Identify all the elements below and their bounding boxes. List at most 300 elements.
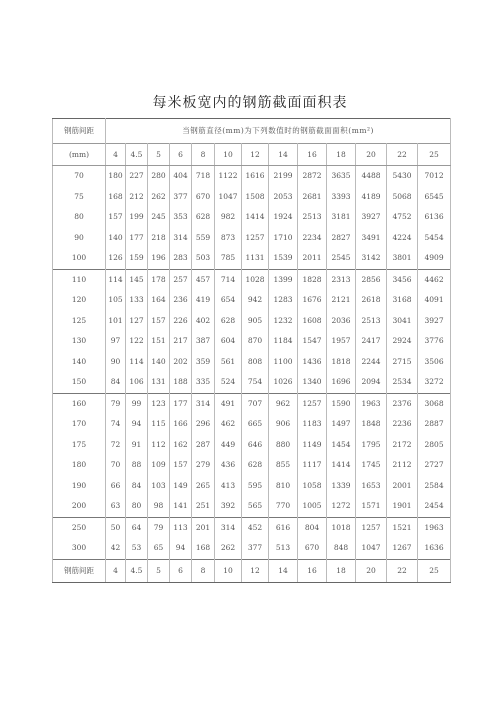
- area-cell: 2094: [356, 372, 387, 393]
- area-cell: 283: [170, 248, 192, 269]
- footer-diameter: 4: [106, 559, 126, 582]
- area-cell: 127: [126, 311, 148, 332]
- area-cell: 3635: [327, 166, 356, 187]
- area-cell: 151: [148, 331, 170, 352]
- area-cell: 595: [242, 476, 269, 497]
- area-cell: 1267: [387, 538, 418, 559]
- footer-diameter: 18: [327, 559, 356, 582]
- area-cell: 707: [242, 393, 269, 414]
- area-cell: 168: [192, 538, 215, 559]
- area-cell: 1122: [215, 166, 242, 187]
- area-cell: 4909: [418, 248, 451, 269]
- area-cell: 168: [106, 187, 126, 208]
- area-cell: 1710: [269, 228, 298, 249]
- area-cell: 457: [192, 269, 215, 290]
- area-cell: 159: [126, 248, 148, 269]
- table-row: [53, 352, 451, 373]
- table-row: [53, 207, 451, 228]
- area-cell: 2001: [387, 476, 418, 497]
- area-cell: 942: [242, 290, 269, 311]
- area-cell: 616: [269, 517, 298, 538]
- area-cell: 3041: [387, 311, 418, 332]
- area-cell: 2121: [327, 290, 356, 311]
- area-cell: 74: [106, 414, 126, 435]
- area-cell: 2618: [356, 290, 387, 311]
- area-cell: 1924: [269, 207, 298, 228]
- area-cell: 199: [126, 207, 148, 228]
- area-cell: 114: [106, 269, 126, 290]
- area-cell: 1676: [298, 290, 327, 311]
- table-row: [53, 166, 451, 187]
- area-cell: 2681: [298, 187, 327, 208]
- table-row: [53, 476, 451, 497]
- area-cell: 1257: [242, 228, 269, 249]
- area-cell: 1340: [298, 372, 327, 393]
- area-cell: 436: [215, 455, 242, 476]
- area-cell: 1232: [269, 311, 298, 332]
- area-cell: 126: [106, 248, 126, 269]
- area-cell: 123: [148, 393, 170, 414]
- unit-label: (mm): [53, 144, 106, 166]
- area-cell: 1005: [298, 496, 327, 517]
- area-cell: 646: [242, 435, 269, 456]
- spacing-cell: 200: [53, 496, 106, 517]
- spacing-cell: 140: [53, 352, 106, 373]
- area-cell: 714: [215, 269, 242, 290]
- diameter-header: 10: [215, 144, 242, 166]
- area-cell: 1117: [298, 455, 327, 476]
- area-cell: 1616: [242, 166, 269, 187]
- area-cell: 109: [148, 455, 170, 476]
- area-cell: 122: [126, 331, 148, 352]
- area-cell: 180: [106, 166, 126, 187]
- area-cell: 65: [148, 538, 170, 559]
- area-cell: 3142: [356, 248, 387, 269]
- area-cell: 131: [148, 372, 170, 393]
- area-cell: 1047: [215, 187, 242, 208]
- page-title: 每米板宽内的钢筋截面面积表: [152, 95, 348, 111]
- area-cell: 1257: [298, 393, 327, 414]
- area-cell: 178: [148, 269, 170, 290]
- table-row: [53, 455, 451, 476]
- area-cell: 449: [215, 435, 242, 456]
- area-cell: 2534: [387, 372, 418, 393]
- table-row: [53, 187, 451, 208]
- diameter-header: 12: [242, 144, 269, 166]
- area-cell: 6136: [418, 207, 451, 228]
- area-cell: 670: [192, 187, 215, 208]
- table-row: [53, 435, 451, 456]
- area-cell: 164: [148, 290, 170, 311]
- area-cell: 1963: [418, 517, 451, 538]
- diameter-header: 20: [356, 144, 387, 166]
- area-cell: 4224: [387, 228, 418, 249]
- footer-diameter: 10: [215, 559, 242, 582]
- area-cell: 212: [126, 187, 148, 208]
- area-cell: 177: [170, 393, 192, 414]
- table-row: [53, 311, 451, 332]
- area-cell: 855: [269, 455, 298, 476]
- spacing-cell: 125: [53, 311, 106, 332]
- area-cell: 113: [170, 517, 192, 538]
- area-cell: 202: [170, 352, 192, 373]
- area-cell: 3068: [418, 393, 451, 414]
- area-cell: 1521: [387, 517, 418, 538]
- area-cell: 785: [215, 248, 242, 269]
- spacing-cell: 170: [53, 414, 106, 435]
- area-cell: 982: [215, 207, 242, 228]
- footer-diameter: 16: [298, 559, 327, 582]
- area-cell: 2199: [269, 166, 298, 187]
- area-cell: 3393: [327, 187, 356, 208]
- area-cell: 377: [242, 538, 269, 559]
- table-row: [53, 372, 451, 393]
- area-cell: 2856: [356, 269, 387, 290]
- area-cell: 1828: [298, 269, 327, 290]
- area-cell: 4462: [418, 269, 451, 290]
- area-cell: 377: [170, 187, 192, 208]
- area-cell: 2727: [418, 455, 451, 476]
- area-cell: 106: [126, 372, 148, 393]
- spacing-cell: 150: [53, 372, 106, 393]
- table-row: [53, 331, 451, 352]
- area-cell: 1590: [327, 393, 356, 414]
- area-cell: 296: [192, 414, 215, 435]
- area-cell: 3456: [387, 269, 418, 290]
- footer-diameter: 25: [418, 559, 451, 582]
- table-row: [53, 248, 451, 269]
- area-cell: 6545: [418, 187, 451, 208]
- area-cell: 1547: [298, 331, 327, 352]
- area-cell: 718: [192, 166, 215, 187]
- area-cell: 1696: [327, 372, 356, 393]
- area-cell: 287: [192, 435, 215, 456]
- area-cell: 4189: [356, 187, 387, 208]
- area-cell: 115: [148, 414, 170, 435]
- area-cell: 2053: [269, 187, 298, 208]
- area-cell: 503: [192, 248, 215, 269]
- area-cell: 217: [170, 331, 192, 352]
- area-cell: 1399: [269, 269, 298, 290]
- area-cell: 1100: [269, 352, 298, 373]
- area-cell: 314: [192, 393, 215, 414]
- table-row: [53, 290, 451, 311]
- area-cell: 70: [106, 455, 126, 476]
- area-cell: 1028: [242, 269, 269, 290]
- area-cell: 565: [242, 496, 269, 517]
- footer-diameter: 6: [170, 559, 192, 582]
- diameter-header: 4: [106, 144, 126, 166]
- area-cell: 1058: [298, 476, 327, 497]
- diameter-header: 6: [170, 144, 192, 166]
- area-cell: 63: [106, 496, 126, 517]
- area-cell: 628: [215, 311, 242, 332]
- area-cell: 402: [192, 311, 215, 332]
- area-cell: 628: [192, 207, 215, 228]
- area-cell: 3506: [418, 352, 451, 373]
- area-cell: 98: [148, 496, 170, 517]
- area-cell: 353: [170, 207, 192, 228]
- area-cell: 491: [215, 393, 242, 414]
- spacing-cell: 160: [53, 393, 106, 414]
- area-cell: 628: [242, 455, 269, 476]
- area-cell: 2872: [298, 166, 327, 187]
- diameter-header: 8: [192, 144, 215, 166]
- area-cell: 265: [192, 476, 215, 497]
- area-cell: 99: [126, 393, 148, 414]
- area-cell: 2454: [418, 496, 451, 517]
- area-cell: 2236: [387, 414, 418, 435]
- area-cell: 1339: [327, 476, 356, 497]
- area-cell: 2244: [356, 352, 387, 373]
- footer-diameter: 14: [269, 559, 298, 582]
- area-cell: 262: [148, 187, 170, 208]
- area-cell: 870: [242, 331, 269, 352]
- area-cell: 227: [126, 166, 148, 187]
- diameter-header: 25: [418, 144, 451, 166]
- diameter-header: 5: [148, 144, 170, 166]
- area-cell: 1539: [269, 248, 298, 269]
- area-cell: 670: [298, 538, 327, 559]
- area-cell: 145: [126, 269, 148, 290]
- area-cell: 2584: [418, 476, 451, 497]
- area-cell: 1818: [327, 352, 356, 373]
- area-cell: 79: [148, 517, 170, 538]
- area-cell: 1184: [269, 331, 298, 352]
- area-cell: 1963: [356, 393, 387, 414]
- area-cell: 3927: [418, 311, 451, 332]
- spacing-cell: 110: [53, 269, 106, 290]
- area-cell: 5430: [387, 166, 418, 187]
- area-cell: 2234: [298, 228, 327, 249]
- area-cell: 1636: [418, 538, 451, 559]
- area-cell: 177: [126, 228, 148, 249]
- area-cell: 413: [215, 476, 242, 497]
- area-cell: 387: [192, 331, 215, 352]
- area-cell: 3927: [356, 207, 387, 228]
- area-cell: 2715: [387, 352, 418, 373]
- area-cell: 236: [170, 290, 192, 311]
- area-cell: 2805: [418, 435, 451, 456]
- area-cell: 1957: [327, 331, 356, 352]
- table-row: [53, 414, 451, 435]
- footer-diameter: 8: [192, 559, 215, 582]
- diameter-header: 4.5: [126, 144, 148, 166]
- table-row: [53, 393, 451, 414]
- area-cell: 1497: [327, 414, 356, 435]
- area-cell: 1454: [327, 435, 356, 456]
- header-span-label: 当钢筋直径(mm)为下列数值时的钢筋截面面积(mm²): [106, 119, 451, 144]
- area-cell: 3801: [387, 248, 418, 269]
- table-row: [53, 517, 451, 538]
- footer-label: 钢筋间距: [53, 559, 106, 582]
- diameter-header: 22: [387, 144, 418, 166]
- area-cell: 754: [242, 372, 269, 393]
- area-cell: 84: [106, 372, 126, 393]
- area-cell: 1018: [327, 517, 356, 538]
- area-cell: 2313: [327, 269, 356, 290]
- footer-diameter: 4.5: [126, 559, 148, 582]
- area-cell: 2112: [387, 455, 418, 476]
- area-cell: 524: [215, 372, 242, 393]
- area-cell: 4488: [356, 166, 387, 187]
- area-cell: 2513: [298, 207, 327, 228]
- area-cell: 2545: [327, 248, 356, 269]
- area-cell: 559: [192, 228, 215, 249]
- area-cell: 201: [192, 517, 215, 538]
- area-cell: 257: [170, 269, 192, 290]
- area-cell: 419: [192, 290, 215, 311]
- footer-diameter: 22: [387, 559, 418, 582]
- area-cell: 1745: [356, 455, 387, 476]
- area-cell: 103: [148, 476, 170, 497]
- area-cell: 64: [126, 517, 148, 538]
- area-cell: 359: [192, 352, 215, 373]
- area-cell: 1414: [242, 207, 269, 228]
- area-cell: 335: [192, 372, 215, 393]
- area-cell: 5068: [387, 187, 418, 208]
- area-cell: 162: [170, 435, 192, 456]
- area-cell: 262: [215, 538, 242, 559]
- area-cell: 1183: [298, 414, 327, 435]
- spacing-cell: 190: [53, 476, 106, 497]
- area-cell: 88: [126, 455, 148, 476]
- spacing-cell: 130: [53, 331, 106, 352]
- rebar-area-table: [52, 118, 451, 583]
- area-cell: 404: [170, 166, 192, 187]
- area-cell: 66: [106, 476, 126, 497]
- area-cell: 3181: [327, 207, 356, 228]
- area-cell: 80: [126, 496, 148, 517]
- area-cell: 1508: [242, 187, 269, 208]
- area-cell: 873: [215, 228, 242, 249]
- area-cell: 280: [148, 166, 170, 187]
- area-cell: 3272: [418, 372, 451, 393]
- spacing-cell: 75: [53, 187, 106, 208]
- area-cell: 196: [148, 248, 170, 269]
- area-cell: 1131: [242, 248, 269, 269]
- area-cell: 157: [106, 207, 126, 228]
- spacing-cell: 300: [53, 538, 106, 559]
- diameter-header: 14: [269, 144, 298, 166]
- area-cell: 1653: [356, 476, 387, 497]
- area-cell: 880: [269, 435, 298, 456]
- area-cell: 1901: [387, 496, 418, 517]
- area-cell: 654: [215, 290, 242, 311]
- area-cell: 251: [192, 496, 215, 517]
- area-cell: 97: [106, 331, 126, 352]
- spacing-cell: 100: [53, 248, 106, 269]
- area-cell: 101: [106, 311, 126, 332]
- area-cell: 3491: [356, 228, 387, 249]
- spacing-cell: 250: [53, 517, 106, 538]
- area-cell: 665: [242, 414, 269, 435]
- area-cell: 314: [170, 228, 192, 249]
- area-cell: 141: [170, 496, 192, 517]
- area-cell: 166: [170, 414, 192, 435]
- area-cell: 1608: [298, 311, 327, 332]
- area-cell: 1026: [269, 372, 298, 393]
- area-cell: 561: [215, 352, 242, 373]
- area-cell: 4752: [387, 207, 418, 228]
- area-cell: 770: [269, 496, 298, 517]
- area-cell: 2011: [298, 248, 327, 269]
- area-cell: 140: [106, 228, 126, 249]
- area-cell: 962: [269, 393, 298, 414]
- spacing-cell: 180: [53, 455, 106, 476]
- area-cell: 392: [215, 496, 242, 517]
- area-cell: 1257: [356, 517, 387, 538]
- area-cell: 513: [269, 538, 298, 559]
- area-cell: 804: [298, 517, 327, 538]
- area-cell: 1795: [356, 435, 387, 456]
- area-cell: 5454: [418, 228, 451, 249]
- area-cell: 245: [148, 207, 170, 228]
- area-cell: 79: [106, 393, 126, 414]
- spacing-cell: 175: [53, 435, 106, 456]
- area-cell: 112: [148, 435, 170, 456]
- area-cell: 279: [192, 455, 215, 476]
- area-cell: 2417: [356, 331, 387, 352]
- area-cell: 2827: [327, 228, 356, 249]
- area-cell: 3168: [387, 290, 418, 311]
- area-cell: 604: [215, 331, 242, 352]
- area-cell: 808: [242, 352, 269, 373]
- spacing-cell: 90: [53, 228, 106, 249]
- area-cell: 1149: [298, 435, 327, 456]
- diameter-header: 18: [327, 144, 356, 166]
- spacing-cell: 80: [53, 207, 106, 228]
- area-cell: 2887: [418, 414, 451, 435]
- footer-diameter: 20: [356, 559, 387, 582]
- area-cell: 94: [126, 414, 148, 435]
- area-cell: 91: [126, 435, 148, 456]
- area-cell: 905: [242, 311, 269, 332]
- area-cell: 462: [215, 414, 242, 435]
- area-cell: 105: [106, 290, 126, 311]
- area-cell: 848: [327, 538, 356, 559]
- area-cell: 90: [106, 352, 126, 373]
- area-cell: 2172: [387, 435, 418, 456]
- table-row: [53, 228, 451, 249]
- area-cell: 133: [126, 290, 148, 311]
- area-cell: 2036: [327, 311, 356, 332]
- area-cell: 157: [170, 455, 192, 476]
- area-cell: 149: [170, 476, 192, 497]
- area-cell: 114: [126, 352, 148, 373]
- area-cell: 2924: [387, 331, 418, 352]
- area-cell: 42: [106, 538, 126, 559]
- area-cell: 140: [148, 352, 170, 373]
- area-cell: 4091: [418, 290, 451, 311]
- area-cell: 1414: [327, 455, 356, 476]
- area-cell: 218: [148, 228, 170, 249]
- area-cell: 188: [170, 372, 192, 393]
- footer-diameter: 5: [148, 559, 170, 582]
- area-cell: 157: [148, 311, 170, 332]
- spacing-cell: 70: [53, 166, 106, 187]
- area-cell: 1047: [356, 538, 387, 559]
- area-cell: 72: [106, 435, 126, 456]
- area-cell: 94: [170, 538, 192, 559]
- table-row: [53, 538, 451, 559]
- area-cell: 452: [242, 517, 269, 538]
- spacing-cell: 120: [53, 290, 106, 311]
- area-cell: 1436: [298, 352, 327, 373]
- area-cell: 906: [269, 414, 298, 435]
- area-cell: 1272: [327, 496, 356, 517]
- area-cell: 84: [126, 476, 148, 497]
